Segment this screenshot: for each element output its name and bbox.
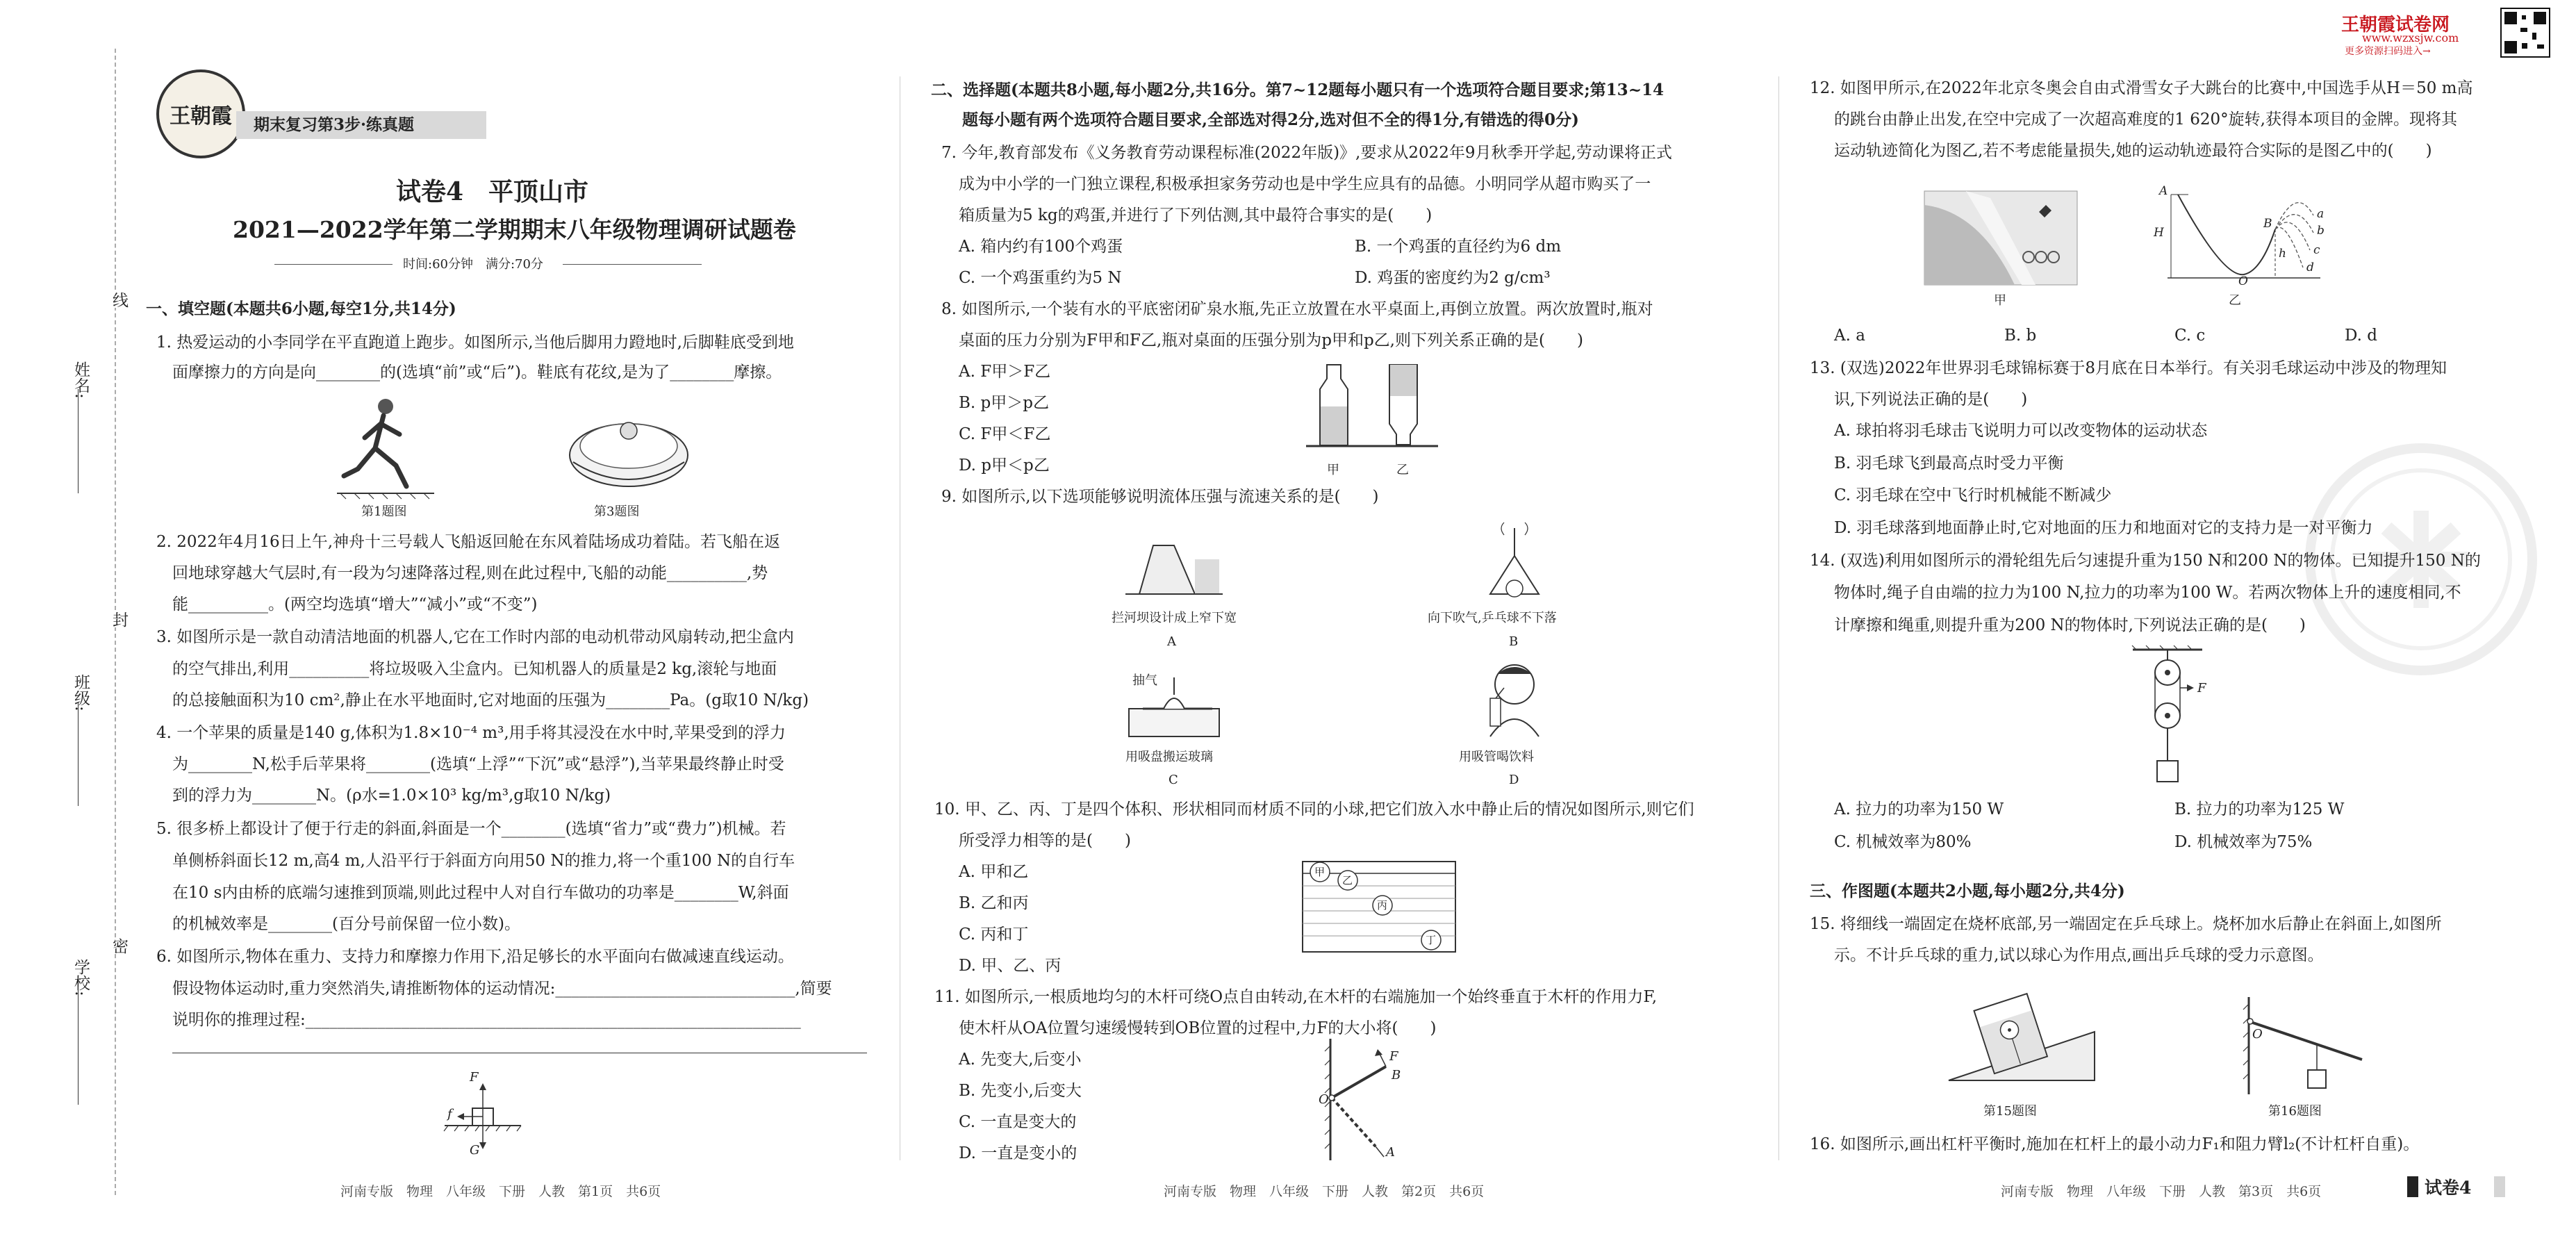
fig6-label-G: G — [470, 1143, 480, 1158]
q11-label-A: A — [1386, 1145, 1395, 1160]
qr-code-icon[interactable] — [2501, 8, 2550, 57]
q12-option-c[interactable]: C. c — [2174, 327, 2206, 345]
q8-line1: 8. 如图所示,一个装有水的平底密闭矿泉水瓶,先正立放置在水平桌面上,再倒立放置。两次放置时,瓶对 — [941, 300, 1653, 318]
section3-heading: 三、作图题(本题共2小题,每小题2分,共4分) — [1810, 882, 2125, 900]
q12-curve-b: b — [2317, 224, 2325, 238]
badge-bar-light — [2494, 1176, 2505, 1197]
q12-line1: 12. 如图甲所示,在2022年北京冬奥会自由式滑雪女子大跳台的比赛中,中国选手从H＝50 m高 — [1810, 79, 2473, 97]
q7-line1: 7. 今年,教育部发布《义务教育劳动课程标准(2022年版)》,要求从2022年9月秋季开学起,劳动课将正式 — [941, 144, 1672, 162]
fig16-label-O: O — [2252, 1027, 2263, 1042]
badge-bar — [2407, 1176, 2418, 1197]
fig15-caption: 第15题图 — [1983, 1104, 2037, 1119]
q8-option-b[interactable]: B. p甲＞p乙 — [959, 394, 1049, 412]
q12-curve-h: h — [2279, 247, 2286, 261]
q7-line3: 箱质量为5 kg的鸡蛋,并进行了下列估测,其中最符合事实的是( ) — [959, 206, 1433, 224]
column-divider — [1778, 76, 1779, 1160]
q7-option-a[interactable]: A. 箱内约有100个鸡蛋 — [959, 238, 1123, 256]
school-label: 学校: — [72, 959, 90, 996]
q9-caption-d: 用吸管喝饮料 — [1459, 750, 1534, 764]
fig1-caption: 第1题图 — [361, 504, 407, 519]
q6-line3: 说明你的推理过程:______________________________________________________________ — [172, 1011, 801, 1029]
name-field[interactable] — [78, 389, 79, 493]
brand-logo — [156, 69, 245, 158]
q11-label-F: F — [1389, 1049, 1398, 1064]
q11-label-O: O — [1319, 1092, 1329, 1107]
q9-pump-label: 抽气 — [1132, 673, 1157, 688]
runner-figure — [333, 396, 438, 507]
q6-line2: 假设物体运动时,重力突然消失,请推断物体的运动情况:______________________________,简要 — [172, 980, 832, 998]
q8-option-a[interactable]: A. F甲＞F乙 — [959, 363, 1051, 381]
q8-label-jia: 甲 — [1327, 463, 1339, 477]
q7-option-c[interactable]: C. 一个鸡蛋重约为5 N — [959, 269, 1122, 287]
q12-curve-A: A — [2159, 184, 2168, 198]
meta-rule-left — [274, 264, 393, 265]
q15-line1: 15. 将细线一端固定在烧杯底部,另一端固定在乒乓球上。烧杯加水后静止在斜面上,如图所 — [1810, 915, 2442, 933]
fig6-label-f: f — [447, 1107, 452, 1121]
q9-stem: 9. 如图所示,以下选项能够说明流体压强与流速关系的是( ) — [941, 488, 1379, 506]
q12-option-d[interactable]: D. d — [2345, 327, 2377, 345]
seal-mark-xian: 线 — [108, 292, 131, 308]
section2-heading-line1: 二、选择题(本题共8小题,每小题2分,共16分。第7~12题每小题只有一个选项符合题目要求;第13~14 — [931, 81, 1664, 99]
q9-caption-a: 拦河坝设计成上窄下宽 — [1112, 611, 1237, 625]
exam-subtitle: 2021—2022学年第二学期期末八年级物理调研试题卷 — [233, 216, 796, 243]
site-slogan: 更多资源扫码进入→ — [2345, 46, 2431, 57]
q4-line1: 4. 一个苹果的质量是140 g,体积为1.8×10⁻⁴ m³,用手将其浸没在水中时,苹果受到的浮力 — [156, 724, 786, 742]
q13-option-c[interactable]: C. 羽毛球在空中飞行时机械能不断减少 — [1834, 486, 2112, 504]
q9-dam-figure — [1125, 538, 1223, 601]
q1-line1: 1. 热爱运动的小李同学在平直跑道上跑步。如图所示,当他后脚用力蹬地时,后脚鞋底受到地 — [156, 334, 794, 352]
q9-letter-b[interactable]: B — [1509, 634, 1519, 649]
q12-option-b[interactable]: B. b — [2004, 327, 2037, 345]
q8-label-yi: 乙 — [1396, 463, 1409, 477]
section1-heading: 一、填空题(本题共6小题,每空1分,共14分) — [146, 299, 456, 318]
q12-label-yi: 乙 — [2229, 293, 2241, 308]
q12-line3: 运动轨迹简化为图乙,若不考虑能量损失,她的运动轨迹最符合实际的是图乙中的( ) — [1834, 142, 2432, 160]
seal-mark-feng: 封 — [108, 611, 131, 627]
q10-ball-yi: 乙 — [1342, 874, 1353, 887]
q11-line1: 11. 如图所示,一根质地均匀的木杆可绕O点自由转动,在木杆的右端施加一个始终垂直于木杆的作用力F, — [934, 988, 1658, 1006]
q10-option-a[interactable]: A. 甲和乙 — [959, 863, 1029, 881]
q10-ball-ding: 丁 — [1426, 934, 1437, 946]
footer-page3: 河南专版 物理 八年级 下册 人教 第3页 共6页 — [2001, 1184, 2322, 1199]
q13-line2: 识,下列说法正确的是( ) — [1834, 390, 2028, 409]
name-label: 姓名: — [72, 361, 90, 399]
q12-curve-O: O — [2238, 274, 2248, 288]
q11-option-d[interactable]: D. 一直是变小的 — [959, 1144, 1078, 1162]
footer-page2: 河南专版 物理 八年级 下册 人教 第2页 共6页 — [1164, 1184, 1485, 1199]
q2-line3: 能__________。(两空均选填“增大”“减小”或“不变”) — [172, 595, 538, 614]
q12-option-a[interactable]: A. a — [1834, 327, 1865, 345]
q4-line3: 到的浮力为________N。(ρ水=1.0×10³ kg/m³,g取10 N/kg) — [172, 787, 611, 805]
q8-line2: 桌面的压力分别为F甲和F乙,瓶对桌面的压强分别为p甲和p乙,则下列关系正确的是( ) — [959, 331, 1583, 349]
q6-line1: 6. 如图所示,物体在重力、支持力和摩擦力作用下,沿足够长的水平面向右做减速直线运动。 — [156, 948, 794, 966]
bottles-figure — [1306, 358, 1445, 455]
q11-option-b[interactable]: B. 先变小,后变大 — [959, 1082, 1082, 1100]
pulley-figure — [2126, 646, 2209, 789]
q11-option-c[interactable]: C. 一直是变大的 — [959, 1113, 1077, 1131]
q12-curve-a: a — [2317, 207, 2325, 221]
fig6-label-F: F — [470, 1070, 479, 1085]
q2-line2: 回地球穿越大气层时,有一段为匀速降落过程,则在此过程中,飞船的动能__________,势 — [172, 564, 768, 582]
q12-curve-d: d — [2306, 261, 2314, 274]
q14-line2: 物体时,绳子自由端的拉力为100 N,拉力的功率为100 W。若两次物体上升的速度相同,不 — [1834, 584, 2461, 602]
logo-text: 王朝霞 — [170, 104, 232, 129]
q16-stem: 16. 如图所示,画出杠杆平衡时,施加在杠杆上的最小动力F₁和阻力臂l₂(不计杠杆自重)。 — [1810, 1135, 2420, 1153]
fig16-caption: 第16题图 — [2268, 1104, 2322, 1119]
robot-vacuum-figure — [566, 403, 691, 500]
q8-option-d[interactable]: D. p甲＜p乙 — [959, 456, 1050, 475]
exam-title: 试卷4 平顶山市 — [396, 177, 589, 206]
class-field[interactable] — [78, 702, 79, 806]
q3-line1: 3. 如图所示是一款自动清洁地面的机器人,它在工作时内部的电动机带动风扇转动,把尘盒内 — [156, 628, 794, 646]
trajectory-figure — [2140, 188, 2327, 285]
q14-option-b[interactable]: B. 拉力的功率为125 W — [2174, 800, 2345, 818]
q9-caption-c: 用吸盘搬运玻璃 — [1125, 750, 1213, 764]
q13-option-a[interactable]: A. 球拍将羽毛球击飞说明力可以改变物体的运动状态 — [1834, 422, 2208, 440]
q10-option-d[interactable]: D. 甲、乙、丙 — [959, 957, 1062, 975]
q14-line1: 14. (双选)利用如图所示的滑轮组先后匀速提升重为150 N和200 N的物体。已知提升150 N的 — [1810, 552, 2481, 570]
q5-line3: 在10 s内由桥的底端匀速推到顶端,则此过程中人对自行车做功的功率是________W,斜面 — [172, 884, 789, 902]
q9-caption-b: 向下吹气,乒乓球不下落 — [1428, 611, 1557, 625]
q9-funnel-figure — [1480, 525, 1549, 604]
q3-line3: 的总接触面积为10 cm²,静止在水平地面时,它对地面的压强为________Pa。(g取10 N/kg) — [172, 691, 809, 709]
exam-meta: 时间:60分钟 满分:70分 — [403, 257, 543, 272]
ski-jump-photo — [1924, 191, 2077, 285]
q5-line4: 的机械效率是________(百分号前保留一位小数)。 — [172, 915, 520, 933]
q9-straw-figure — [1473, 660, 1549, 743]
q8-option-c[interactable]: C. F甲＜F乙 — [959, 425, 1051, 443]
q11-option-a[interactable]: A. 先变大,后变小 — [959, 1051, 1082, 1069]
q2-line1: 2. 2022年4月16日上午,神舟十三号载人飞船返回舱在东风着陆场成功着陆。若飞船在返 — [156, 533, 780, 551]
school-field[interactable] — [78, 987, 79, 1105]
q10-line2: 所受浮力相等的是( ) — [959, 832, 1131, 850]
q7-option-b[interactable]: B. 一个鸡蛋的直径约为6 dm — [1355, 238, 1562, 256]
q10-ball-jia: 甲 — [1314, 866, 1326, 878]
q9-letter-a[interactable]: A — [1167, 634, 1176, 649]
q12-curve-c: c — [2313, 243, 2320, 257]
q13-option-d[interactable]: D. 羽毛球落到地面静止时,它对地面的压力和地面对它的支持力是一对平衡力 — [1834, 519, 2373, 537]
q10-ball-bing: 丙 — [1377, 899, 1388, 912]
q5-line1: 5. 很多桥上都设计了便于行走的斜面,斜面是一个________(选填“省力”或“费力”)机械。若 — [156, 820, 786, 838]
q1-line2: 面摩擦力的方向是向________的(选填“前”或“后”)。鞋底有花纹,是为了________摩擦。 — [172, 363, 782, 381]
section2-heading-line2: 题每小题有两个选项符合题目要求,全部选对得2分,选对但不全的得1分,有错选的得0分) — [962, 110, 1579, 129]
q11-label-B: B — [1392, 1068, 1401, 1083]
meta-rule-right — [563, 264, 702, 265]
footer-page1: 河南专版 物理 八年级 下册 人教 第1页 共6页 — [340, 1184, 661, 1199]
fig3-caption: 第3题图 — [594, 504, 640, 519]
q10-line1: 10. 甲、乙、丙、丁是四个体积、形状相同而材质不同的小球,把它们放入水中静止后的情况如图所示,则它们 — [934, 800, 1694, 818]
site-name[interactable]: 王朝霞试卷网 — [2341, 15, 2450, 35]
q14-line3: 计摩擦和绳重,则提升重为200 N的物体时,下列说法正确的是( ) — [1834, 616, 2306, 634]
q12-line2: 的跳台由静止出发,在空中完成了一次超高难度的1 620°旋转,获得本项目的金牌。现将其 — [1834, 110, 2457, 129]
q13-option-b[interactable]: B. 羽毛球飞到最高点时受力平衡 — [1834, 454, 2064, 472]
q14-option-a[interactable]: A. 拉力的功率为150 W — [1834, 800, 2004, 818]
q7-line2: 成为中小学的一门独立课程,积极承担家务劳动也是中学生应具有的品德。小明同学从超市购买了一 — [959, 175, 1651, 193]
q13-line1: 13. (双选)2022年世界羽毛球锦标赛于8月底在日本举行。有关羽毛球运动中涉及的物理知 — [1810, 359, 2447, 377]
q9-letter-d[interactable]: D — [1509, 773, 1519, 787]
q14-option-c[interactable]: C. 机械效率为80% — [1834, 833, 1972, 851]
site-url[interactable]: www.wzxsjw.com — [2362, 31, 2459, 44]
q9-letter-c[interactable]: C — [1169, 773, 1178, 787]
seal-mark-mi: 密 — [108, 938, 131, 954]
q12-curve-B: B — [2263, 217, 2272, 231]
q11-line2: 使木杆从OA位置匀速缓慢转到OB位置的过程中,力F的大小将( ) — [959, 1019, 1437, 1037]
q10-option-b[interactable]: B. 乙和丙 — [959, 894, 1029, 912]
q14-option-d[interactable]: D. 机械效率为75% — [2174, 833, 2313, 851]
q12-curve-H: H — [2154, 226, 2164, 240]
q10-option-c[interactable]: C. 丙和丁 — [959, 925, 1029, 944]
q14-label-F: F — [2197, 681, 2206, 695]
q4-line2: 为________N,松手后苹果将________(选填“上浮”“下沉”或“悬浮”),当苹果最终静止时受 — [172, 755, 784, 773]
q15-line2: 示。不计乒乓球的重力,试以球心为作用点,画出乒乓球的受力示意图。 — [1834, 946, 2324, 964]
lever-weight-figure — [2240, 994, 2372, 1098]
q3-line2: 的空气排出,利用__________将垃圾吸入尘盒内。已知机器人的质量是2 kg,滚轮与地面 — [172, 660, 777, 678]
ribbon — [236, 111, 486, 139]
beaker-slope-figure — [1945, 987, 2098, 1087]
q5-line2: 单侧桥斜面长12 m,高4 m,人沿平行于斜面方向用50 N的推力,将一个重100 N的自行车 — [172, 852, 795, 870]
ribbon-text: 期末复习第3步·练真题 — [254, 115, 415, 134]
q7-option-d[interactable]: D. 鸡蛋的密度约为2 g/cm³ — [1355, 269, 1551, 287]
q12-label-jia: 甲 — [1994, 293, 2006, 308]
paper-badge: 试卷4 — [2425, 1178, 2472, 1198]
class-label: 班级: — [72, 674, 90, 711]
